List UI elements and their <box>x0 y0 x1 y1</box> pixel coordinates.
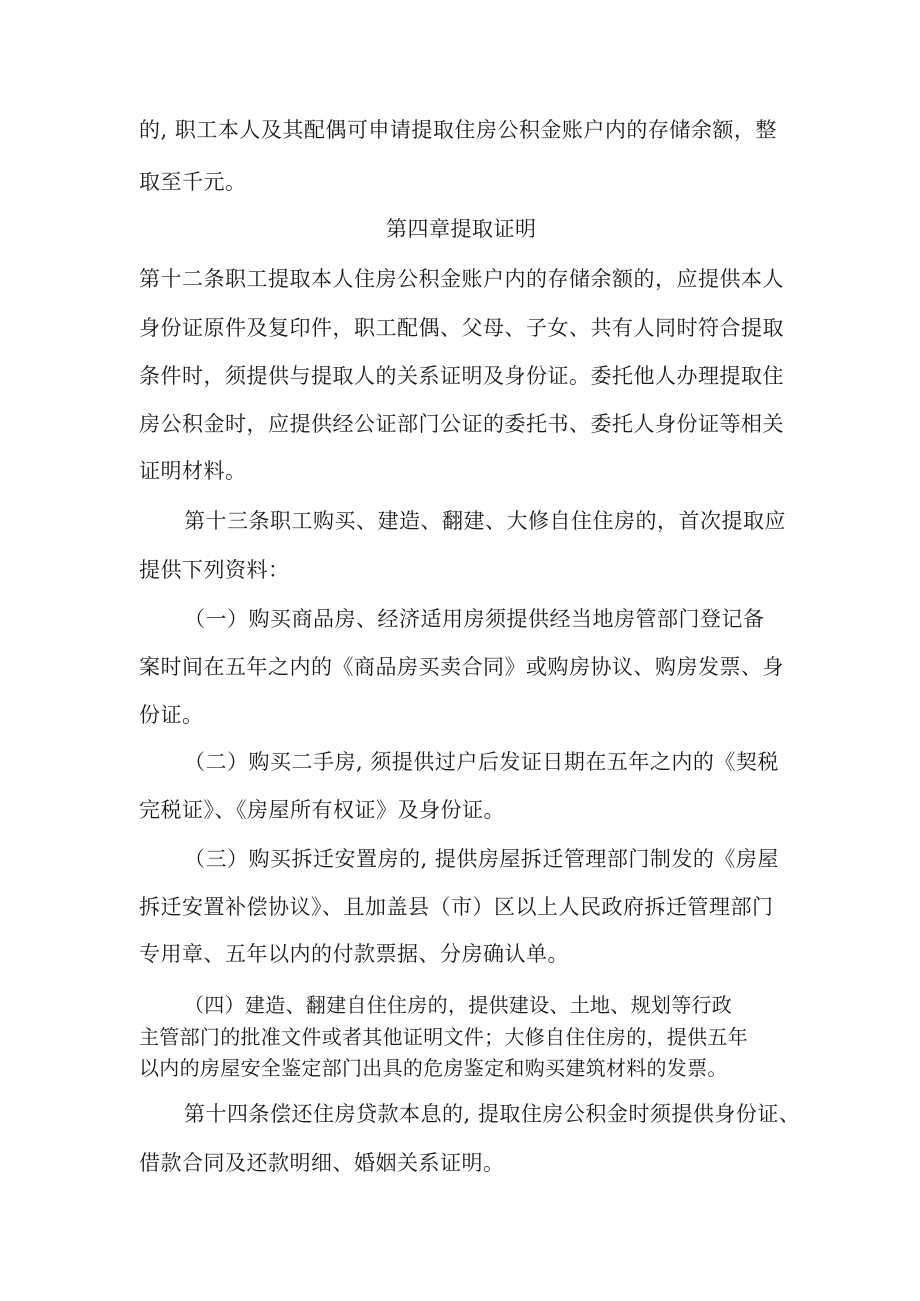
text-line: 拆迁安置补偿协议》、且加盖县（市）区以上人民政府拆迁管理部门 <box>139 895 774 919</box>
text-line: （三）购买拆迁安置房的, 提供房屋拆迁管理部门制发的《房屋 <box>184 847 779 871</box>
text-line: 证明材料。 <box>139 459 247 483</box>
text-line: 房公积金时，应提供经公证部门公证的委托书、委托人身份证等相关 <box>139 412 784 436</box>
text-line: 案时间在五年之内的《商品房买卖合同》或购房协议、购房发票、身 <box>139 655 784 679</box>
text-line: 第十二条职工提取本人住房公积金账户内的存储余额的，应提供本人 <box>139 267 784 291</box>
text-line: （一）购买商品房、经济适用房须提供经当地房管部门登记备 <box>184 607 765 631</box>
text-line: （四）建造、翻建自住住房的，提供建设、土地、规划等行政 <box>184 993 733 1017</box>
text-line: 身份证原件及复印件，职工配偶、父母、子女、共有人同时符合提取 <box>139 316 784 340</box>
text-line: 以内的房屋安全鉴定部门出具的危房鉴定和购买建筑材料的发票。 <box>139 1056 728 1080</box>
text-line: 提供下列资料： <box>139 558 290 582</box>
text-line: 第十四条偿还住房贷款本息的, 提取住房公积金时须提供身份证、 <box>184 1102 801 1126</box>
text-line: 的, 职工本人及其配偶可申请提取住房公积金账户内的存储余额，整 <box>139 118 777 142</box>
chapter-heading: 第四章提取证明 <box>386 217 537 241</box>
text-line: 专用章、五年以内的付款票据、分房确认单。 <box>139 942 569 966</box>
text-line: 取至千元。 <box>139 170 247 194</box>
text-line: 借款合同及还款明细、婚姻关系证明。 <box>139 1151 505 1175</box>
text-line: 第十三条职工购买、建造、翻建、大修自住住房的，首次提取应 <box>184 509 786 533</box>
text-line: （二）购买二手房, 须提供过户后发证日期在五年之内的《契税 <box>184 750 779 774</box>
text-line: 份证。 <box>139 703 204 727</box>
text-line: 主管部门的批准文件或者其他证明文件；大修自住住房的，提供五年 <box>139 1025 748 1049</box>
text-line: 条件时，须提供与提取人的关系证明及身份证。委托他人办理提取住 <box>139 364 784 388</box>
text-line: 完税证》、《房屋所有权证》及身份证。 <box>139 798 505 822</box>
